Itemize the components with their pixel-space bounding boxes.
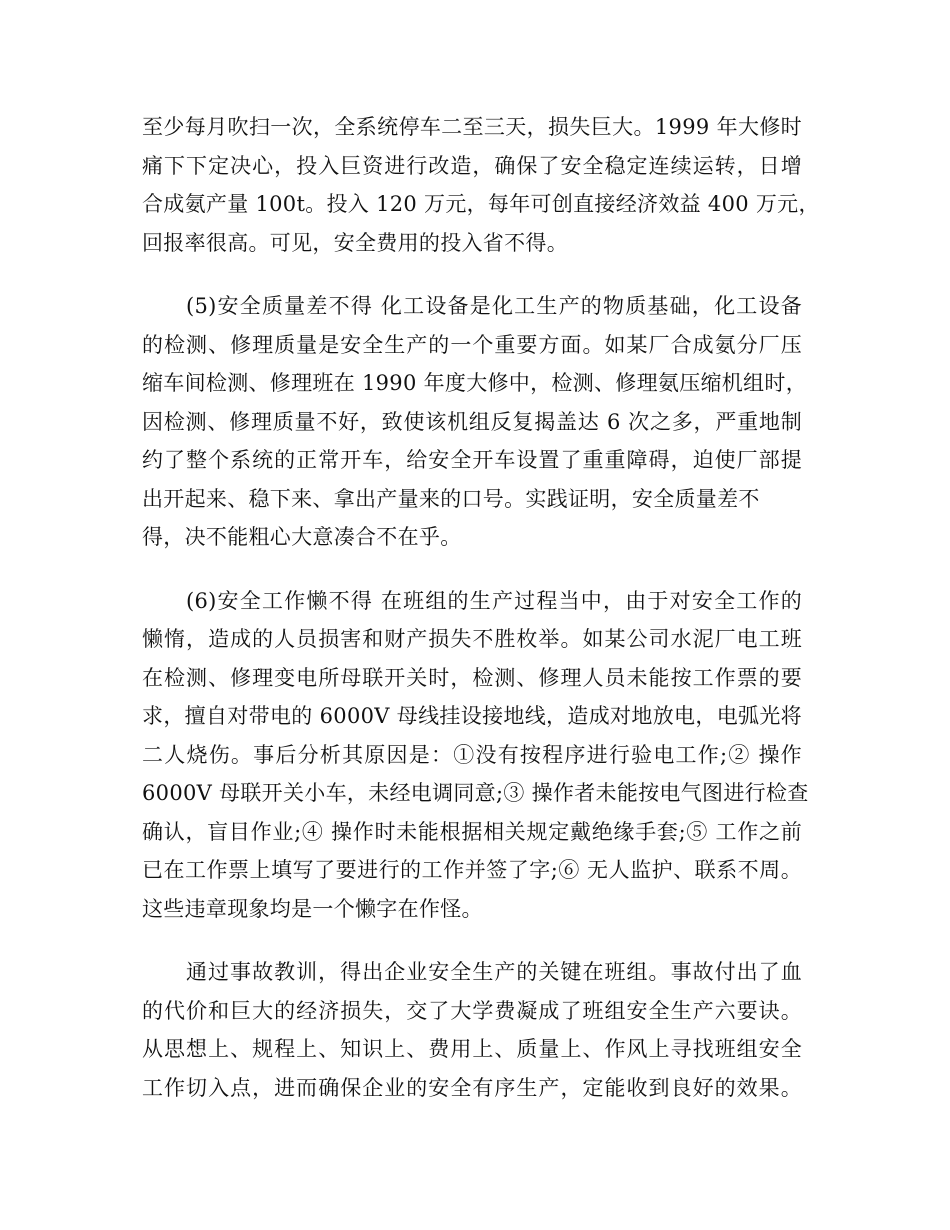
text-line: (6)安全工作懒不得 在班组的生产过程当中，由于对安全工作的: [186, 588, 802, 613]
text-line: 6000V 母联开关小车，未经电调同意;③ 操作者未能按电气图进行检查: [142, 781, 809, 805]
text-line: 的代价和巨大的经济损失，交了大学费凝成了班组安全生产六要诀。: [142, 998, 802, 1023]
text-line: 通过事故教训，得出企业安全生产的关键在班组。事故付出了血: [186, 960, 802, 984]
text-line: (5)安全质量差不得 化工设备是化工生产的物质基础，化工设备: [186, 294, 802, 318]
text-line: 懒惰，造成的人员损害和财产损失不胜枚举。如某公司水泥厂电工班: [142, 627, 802, 651]
text-line: 出开起来、稳下来、拿出产量来的口号。实践证明，安全质量差不: [142, 486, 760, 511]
paragraph-gap: [142, 262, 802, 287]
text-line: 确认，盲目作业;④ 操作时未能根据相关规定戴绝缘手套;⑤ 工作之前: [142, 819, 802, 844]
document-page: [142, 108, 820, 1107]
paragraph-safety-quality: [142, 287, 807, 557]
text-line: 合成氨产量 100t。投入 120 万元，每年可创直接经济效益 400 万元，: [142, 192, 820, 216]
text-line: 至少每月吹扫一次，全系统停车二至三天，损失巨大。1999 年大修时: [142, 115, 802, 139]
text-line: 这些违章现象均是一个懒字在作怪。: [142, 896, 483, 921]
paragraph-safety-diligence: [142, 582, 809, 929]
text-line: 从思想上、规程上、知识上、费用上、质量上、作风上寻找班组安全: [142, 1037, 802, 1061]
text-line: 得，决不能粗心大意凑合不在乎。: [142, 525, 462, 549]
paragraph-gap: [142, 928, 802, 953]
text-line: 在检测、修理变电所母联开关时，检测、修理人员未能按工作票的要: [142, 665, 802, 690]
text-line: 回报率很高。可见，安全费用的投入省不得。: [142, 230, 568, 255]
text-line: 因检测、修理质量不好，致使该机组反复揭盖达 6 次之多，严重地制: [142, 409, 802, 434]
text-line: 缩车间检测、修理班在 1990 年度大修中，检测、修理氨压缩机组时，: [142, 371, 807, 395]
text-line: 工作切入点，进而确保企业的安全有序生产，定能收到良好的效果。: [142, 1075, 802, 1100]
text-line: 求，擅自对带电的 6000V 母线挂设接地线，造成对地放电，电弧光将: [142, 704, 802, 728]
text-line: 二人烧伤。事后分析其原因是：①没有按程序进行验电工作;② 操作: [142, 742, 802, 767]
paragraph-conclusion: [142, 953, 802, 1107]
paragraph-gap: [142, 557, 802, 582]
paragraph-safety-cost: [142, 108, 820, 262]
text-line: 约了整个系统的正常开车，给安全开车设置了重重障碍，迫使厂部提: [142, 448, 802, 472]
text-line: 已在工作票上填写了要进行的工作并签了字;⑥ 无人监护、联系不周。: [142, 858, 802, 882]
text-line: 痛下下定决心，投入巨资进行改造，确保了安全稳定连续运转，日增: [142, 153, 802, 178]
text-line: 的检测、修理质量是安全生产的一个重要方面。如某厂合成氨分厂压: [142, 332, 802, 357]
